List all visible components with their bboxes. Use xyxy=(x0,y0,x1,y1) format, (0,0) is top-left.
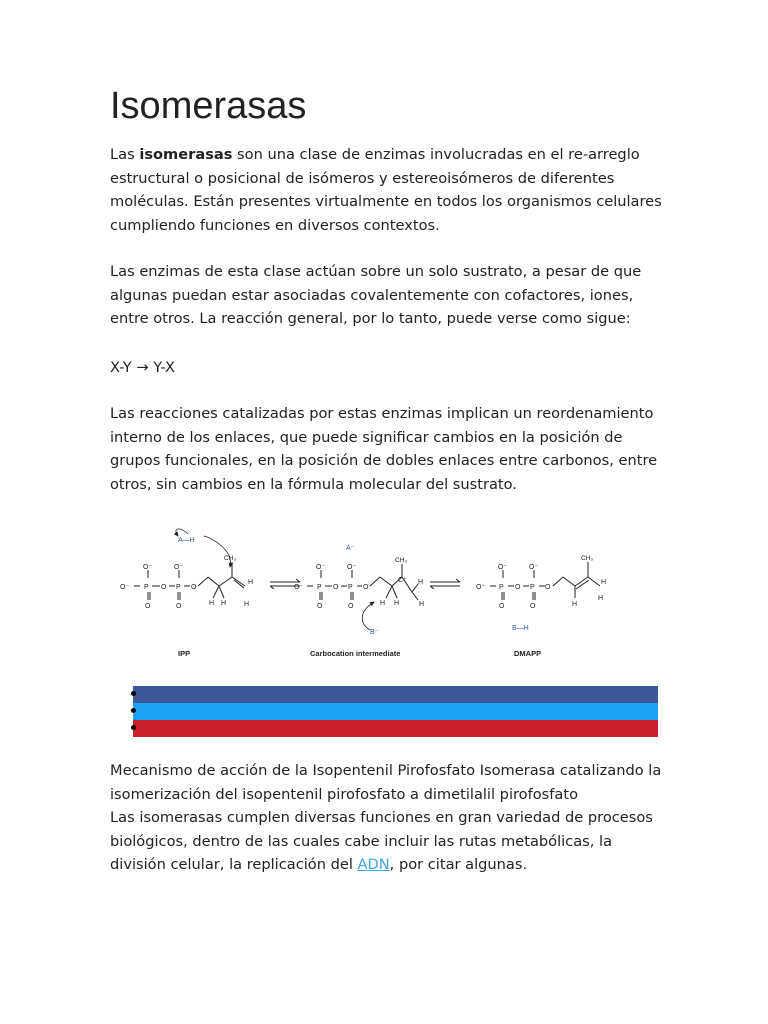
atom-label: O xyxy=(348,603,354,610)
atom-label: O xyxy=(333,584,339,591)
atom-label: H xyxy=(394,600,400,607)
atom-label: O xyxy=(545,584,551,591)
atom-label: H xyxy=(419,601,425,608)
atom-label: O⁻ xyxy=(316,564,326,571)
bullet-icon xyxy=(131,725,136,730)
base-label: A⁻ xyxy=(346,545,355,552)
share-bars xyxy=(133,686,658,737)
share-bar-twitter[interactable] xyxy=(133,703,658,720)
atom-label: O⁻ xyxy=(174,564,184,571)
figure-caption: Mecanismo de acción de la Isopentenil Pirofosfato Isomerasa catalizando la isomerización del isopentenil pirofosfato a dimetilalil pirofosfato xyxy=(110,762,662,803)
atom-label: O xyxy=(499,603,505,610)
intro-paragraph xyxy=(110,143,670,237)
reaction-equation: X-Y → Y-X xyxy=(110,359,175,376)
atom-label: P xyxy=(317,584,322,591)
atom-label: H xyxy=(380,600,386,607)
arrow-icon xyxy=(176,529,188,536)
atom-label: H xyxy=(601,579,607,586)
substrate-paragraph: Las enzimas de esta clase actúan sobre un solo sustrato, a pesar de que algunas puedan estar asociadas covalentemente con cofactores, iones, entre otros. La reacción general, por lo tanto, puede verse como sigue: xyxy=(110,263,642,327)
ipp-caption: IPP xyxy=(178,649,191,658)
intro-pre: Las xyxy=(110,146,140,163)
bullet-icon xyxy=(131,691,136,696)
atom-label: O⁻ xyxy=(120,584,130,591)
atom-label: H xyxy=(244,601,250,608)
atom-label: O xyxy=(317,603,323,610)
base-label: B—H xyxy=(512,625,529,632)
atom-label: H xyxy=(248,579,254,586)
atom-label: O⁻ xyxy=(143,564,153,571)
atom-label: P xyxy=(499,584,504,591)
intermediate-caption: Carbocation intermediate xyxy=(310,649,401,658)
page-title: Isomerasas xyxy=(110,85,307,127)
reaction-mechanism-figure xyxy=(112,522,660,668)
atom-label: P xyxy=(348,584,353,591)
atom-label: P xyxy=(144,584,149,591)
atom-label: O xyxy=(176,603,182,610)
atom-label: C⁺ xyxy=(398,577,407,584)
atom-label: O xyxy=(515,584,521,591)
share-bar-pinterest[interactable] xyxy=(133,720,658,737)
atom-label: O⁻ xyxy=(529,564,539,571)
atom-label: H xyxy=(209,600,215,607)
base-label: B⁻ xyxy=(370,629,379,636)
arrow-icon xyxy=(204,536,230,567)
functions-post: , por citar algunas. xyxy=(389,856,528,873)
dmapp-caption: DMAPP xyxy=(514,649,542,658)
atom-label: H xyxy=(418,579,424,586)
intro-post: son una clase de enzimas involucradas en el re-arreglo estructural o posicional de isómeros y estereoisómeros de diferentes moléculas. Están presentes virtualmente en todos los organismos celulares cumpliendo funciones en diversos contextos. xyxy=(110,146,662,234)
equilibrium-arrow-icon xyxy=(430,579,460,589)
arrow-icon xyxy=(362,602,374,630)
methyl-label: CH₃ xyxy=(395,557,408,564)
atom-label: H xyxy=(572,601,578,608)
methyl-label: CH₃ xyxy=(224,555,237,562)
atom-label: O⁻ xyxy=(498,564,508,571)
atom-label: H xyxy=(221,600,227,607)
adn-link[interactable]: ADN xyxy=(357,856,390,873)
functions-pre: Las isomerasas cumplen diversas funciones en gran variedad de procesos biológicos, dentro de las cuales cabe incluir las rutas metabólicas, la división celular, la replicación del xyxy=(110,809,653,873)
atom-label: P xyxy=(176,584,181,591)
intro-bold-term: isomerasas xyxy=(139,146,233,163)
acid-label: A—H xyxy=(178,537,195,544)
atom-label: O⁻ xyxy=(294,584,304,591)
atom-label: H xyxy=(598,595,604,602)
atom-label: O xyxy=(145,603,151,610)
atom-label: O⁻ xyxy=(476,584,486,591)
bonds-paragraph: Las reacciones catalizadas por estas enzimas implican un reordenamiento interno de los enlaces, que puede significar cambios en la posición de grupos funcionales, en la posición de dobles enlaces entre carbonos, entre otros, sin cambios en la fórmula molecular del sustrato. xyxy=(110,405,658,493)
atom-label: P xyxy=(530,584,535,591)
bullet-icon xyxy=(131,708,136,713)
atom-label: O xyxy=(530,603,536,610)
atom-label: O xyxy=(161,584,167,591)
caption-paragraph xyxy=(110,759,670,877)
atom-label: O xyxy=(363,584,369,591)
methyl-label: CH₃ xyxy=(581,555,594,562)
share-bar-facebook[interactable] xyxy=(133,686,658,703)
atom-label: O⁻ xyxy=(347,564,357,571)
atom-label: O xyxy=(191,584,197,591)
